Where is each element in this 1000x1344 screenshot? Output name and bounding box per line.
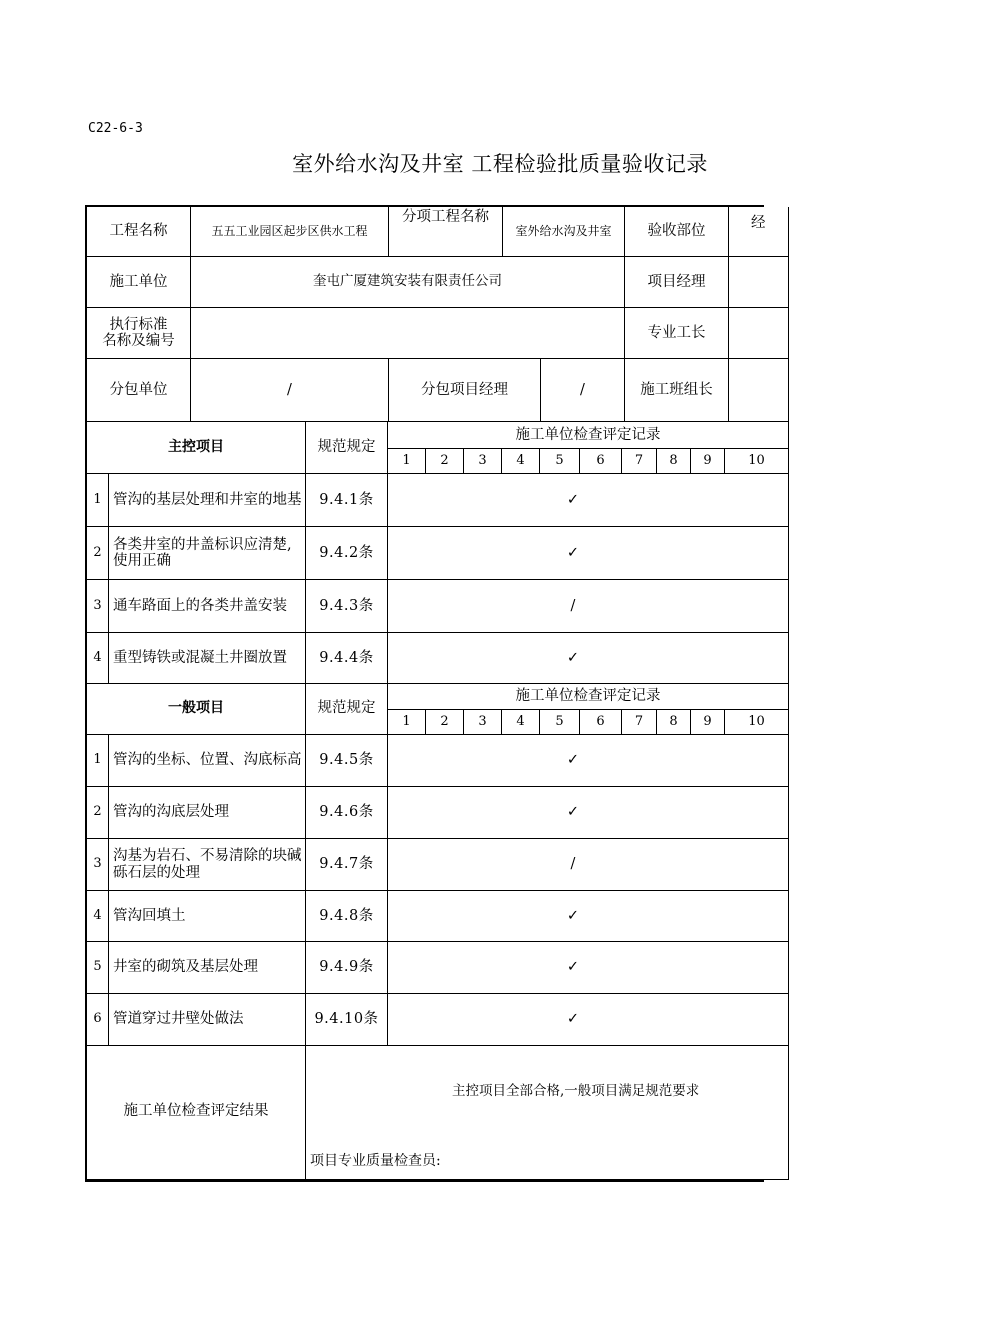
general-item-spec: 9.4.6条 xyxy=(306,787,388,839)
general-item-spec: 9.4.5条 xyxy=(306,735,388,787)
main_control-item-name: 管沟的基层处理和井室的地基 xyxy=(109,474,306,527)
standard-label-line2: 名称及编号 xyxy=(102,333,175,349)
main_control-column-5: 5 xyxy=(540,449,580,474)
general-item-name: 沟基为岩石、不易清除的块碱砾石层的处理 xyxy=(109,839,306,891)
acceptance-part-value: 经 xyxy=(729,207,789,257)
team-leader-value xyxy=(729,359,789,422)
main_control-spec-label: 规范规定 xyxy=(306,422,388,474)
foreman-label: 专业工长 xyxy=(625,308,729,359)
main_control-record-label: 施工单位检查评定记录 xyxy=(388,422,789,449)
main_control-column-3: 3 xyxy=(464,449,502,474)
main_control-item-number: 1 xyxy=(87,474,109,527)
general-section-label: 一般项目 xyxy=(87,683,306,735)
general-item-number: 6 xyxy=(87,994,109,1046)
main_control-item-spec: 9.4.2条 xyxy=(306,527,388,580)
main_control-column-6: 6 xyxy=(580,449,622,474)
general-column-9: 9 xyxy=(691,710,725,735)
project-name-label: 工程名称 xyxy=(87,207,191,257)
subcontract-unit-label: 分包单位 xyxy=(87,359,191,422)
main_control-item-result: ✓ xyxy=(388,633,789,684)
main_control-item-result: ✓ xyxy=(388,527,789,580)
general-item-result: ✓ xyxy=(388,891,789,942)
general-column-7: 7 xyxy=(622,710,657,735)
page-title: 室外给水沟及井室 工程检验批质量验收记录 xyxy=(292,152,708,176)
subcontract-unit-value: / xyxy=(191,359,389,422)
general-column-4: 4 xyxy=(502,710,540,735)
main_control-item-name: 通车路面上的各类井盖安装 xyxy=(109,580,306,633)
general-item-spec: 9.4.9条 xyxy=(306,942,388,994)
general-item-result: ✓ xyxy=(388,735,789,787)
conclusion-text: 主控项目全部合格,一般项目满足规范要求 xyxy=(452,1083,700,1099)
general-item-result: / xyxy=(388,839,789,891)
main_control-item-spec: 9.4.1条 xyxy=(306,474,388,527)
form-grid xyxy=(85,205,764,1182)
main_control-item-number: 2 xyxy=(87,527,109,580)
general-column-3: 3 xyxy=(464,710,502,735)
subcontract-manager-label: 分包项目经理 xyxy=(389,359,541,422)
subcontract-manager-value: / xyxy=(541,359,625,422)
foreman-value xyxy=(729,308,789,359)
general-item-number: 3 xyxy=(87,839,109,891)
subitem-name-value: 室外给水沟及井室 xyxy=(503,207,625,257)
general-record-label: 施工单位检查评定记录 xyxy=(388,683,789,710)
general-item-name: 管沟的坐标、位置、沟底标高 xyxy=(109,735,306,787)
general-item-number: 5 xyxy=(87,942,109,994)
standard-value xyxy=(191,308,625,359)
project-name-value: 五五工业园区起步区供水工程 xyxy=(191,207,389,257)
main_control-item-number: 4 xyxy=(87,633,109,684)
general-item-result: ✓ xyxy=(388,942,789,994)
construction-unit-value: 奎屯广厦建筑安装有限责任公司 xyxy=(191,257,625,308)
general-item-name: 井室的砌筑及基层处理 xyxy=(109,942,306,994)
general-item-name: 管道穿过井壁处做法 xyxy=(109,994,306,1046)
standard-label xyxy=(87,308,191,359)
main_control-column-9: 9 xyxy=(691,449,725,474)
form-border-bottom xyxy=(85,1180,764,1182)
general-item-spec: 9.4.8条 xyxy=(306,891,388,942)
subitem-name-label: 分项工程名称 xyxy=(389,207,503,257)
main_control-item-name: 重型铸铁或混凝土井圈放置 xyxy=(109,633,306,684)
main_control-section-label: 主控项目 xyxy=(87,422,306,474)
general-item-spec: 9.4.10条 xyxy=(306,994,388,1046)
general-item-result: ✓ xyxy=(388,787,789,839)
general-item-spec: 9.4.7条 xyxy=(306,839,388,891)
main_control-column-4: 4 xyxy=(502,449,540,474)
acceptance-part-label: 验收部位 xyxy=(625,207,729,257)
general-column-2: 2 xyxy=(426,710,464,735)
conclusion-content xyxy=(306,1044,789,1180)
main_control-item-spec: 9.4.3条 xyxy=(306,580,388,633)
conclusion-label: 施工单位检查评定结果 xyxy=(87,1044,306,1180)
general-item-name: 管沟的沟底层处理 xyxy=(109,787,306,839)
construction-unit-label: 施工单位 xyxy=(87,257,191,308)
main_control-column-1: 1 xyxy=(388,449,426,474)
quality-inspector-label: 项目专业质量检查员: xyxy=(310,1153,441,1169)
main_control-item-result: / xyxy=(388,580,789,633)
general-item-number: 1 xyxy=(87,735,109,787)
standard-label-line1: 执行标准 xyxy=(109,316,168,333)
main_control-column-8: 8 xyxy=(657,449,691,474)
general-column-6: 6 xyxy=(580,710,622,735)
general-column-8: 8 xyxy=(657,710,691,735)
general-spec-label: 规范规定 xyxy=(306,683,388,735)
general-item-result: ✓ xyxy=(388,994,789,1046)
general-column-10: 10 xyxy=(725,710,789,735)
main_control-item-name: 各类井室的井盖标识应清楚,使用正确 xyxy=(109,527,306,580)
main_control-column-10: 10 xyxy=(725,449,789,474)
form-code: C22-6-3 xyxy=(88,121,143,136)
general-item-number: 2 xyxy=(87,787,109,839)
main_control-item-spec: 9.4.4条 xyxy=(306,633,388,684)
main_control-column-2: 2 xyxy=(426,449,464,474)
project-manager-value xyxy=(729,257,789,308)
main_control-column-7: 7 xyxy=(622,449,657,474)
project-manager-label: 项目经理 xyxy=(625,257,729,308)
general-column-1: 1 xyxy=(388,710,426,735)
main_control-item-result: ✓ xyxy=(388,474,789,527)
main_control-item-number: 3 xyxy=(87,580,109,633)
general-item-name: 管沟回填土 xyxy=(109,891,306,942)
general-column-5: 5 xyxy=(540,710,580,735)
team-leader-label: 施工班组长 xyxy=(625,359,729,422)
general-item-number: 4 xyxy=(87,891,109,942)
